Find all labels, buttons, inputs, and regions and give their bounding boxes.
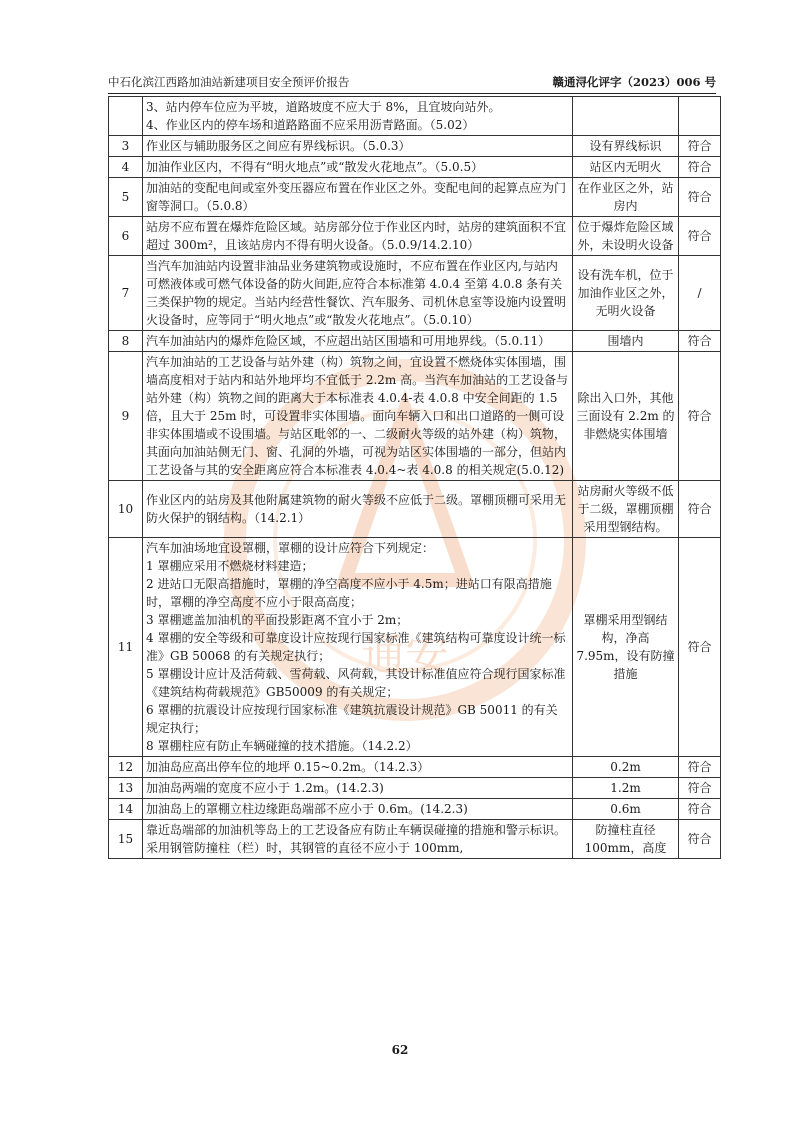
compliance-result: 符合 [679, 157, 721, 178]
page-number: 62 [391, 1043, 409, 1057]
requirement-cell [143, 352, 573, 481]
requirement-cell [143, 778, 573, 799]
requirement-cell [143, 820, 573, 859]
requirement-line: 汽车加油场地宜设罩棚，罩棚的设计应符合下列规定： [146, 541, 435, 555]
requirement-line: 2 进站口无限高措施时，罩棚的净空高度不应小于 4.5m；进站口有限高措施时，罩棚的净空高度不应小于限高高度； [146, 577, 552, 609]
compliance-result: 符合 [679, 481, 721, 538]
item-number: 8 [109, 331, 143, 352]
actual-condition: 位于爆炸危险区域外，未设明火设备 [573, 217, 679, 256]
requirement-line: 1 罩棚应采用不燃烧材料建造； [146, 559, 314, 573]
requirement-cell [143, 538, 573, 757]
actual-condition: 站房耐火等级不低于二级，罩棚顶棚采用型钢结构。 [573, 481, 679, 538]
table-row [109, 217, 721, 256]
requirement-line: 当汽车加油站内设置非油品业务建筑物或设施时，不应布置在作业区内,与站内可燃液体或可燃气体设备的防火间距,应符合本标准第 4.0.4 至第 4.0.8 条有关三类保护物的规定。当站内经营性餐饮、汽车服务、司机休息室等设施内设置明火设备时，应等同于“明火地点”或“散发火花地点”。（5.0.10） [146, 259, 567, 327]
table-row [109, 352, 721, 481]
item-number: 7 [109, 256, 143, 331]
page-header [108, 68, 716, 94]
requirement-cell [143, 481, 573, 538]
actual-condition: 0.2m [573, 757, 679, 778]
requirement-cell [143, 799, 573, 820]
item-number: 13 [109, 778, 143, 799]
compliance-result: 符合 [679, 799, 721, 820]
compliance-result: 符合 [679, 538, 721, 757]
actual-condition: 1.2m [573, 778, 679, 799]
actual-condition: 罩棚采用型钢结构，净高 7.95m，设有防撞措施 [573, 538, 679, 757]
actual-condition: 围墙内 [573, 331, 679, 352]
compliance-result: 符合 [679, 178, 721, 217]
table-row [109, 538, 721, 757]
requirement-cell [143, 217, 573, 256]
item-number: 14 [109, 799, 143, 820]
actual-condition: 0.6m [573, 799, 679, 820]
table-row [109, 757, 721, 778]
item-number: 3 [109, 136, 143, 157]
compliance-result: 符合 [679, 331, 721, 352]
item-number: 12 [109, 757, 143, 778]
requirement-cell [143, 178, 573, 217]
table-row [109, 256, 721, 331]
requirement-cell [143, 331, 573, 352]
table-row [109, 97, 721, 136]
compliance-result: 符合 [679, 778, 721, 799]
requirement-line: 靠近岛端部的加油机等岛上的工艺设备应有防止车辆误碰撞的措施和警示标识。采用钢管防撞柱（栏）时，其钢管的直径不应小于 100mm, [146, 823, 567, 855]
requirement-line: 8 罩棚柱应有防止车辆碰撞的技术措施。（14.2.2） [146, 739, 418, 753]
requirement-line: 4、作业区内的停车场和道路路面不应采用沥青路面。（5.02） [146, 118, 475, 132]
requirement-line: 加油岛上的罩棚立柱边缘距岛端部不应小于 0.6m。(14.2.3) [146, 802, 468, 816]
table-row [109, 178, 721, 217]
compliance-result: 符合 [679, 217, 721, 256]
item-number: 10 [109, 481, 143, 538]
watermark-text: 通安 [361, 630, 449, 681]
requirement-line: 3 罩棚遮盖加油机的平面投影距离不宜小于 2m； [146, 613, 409, 627]
actual-condition: 站区内无明火 [573, 157, 679, 178]
requirement-line: 汽车加油站内的爆炸危险区域，不应超出站区围墙和可用地界线。（5.0.11） [146, 334, 551, 348]
requirement-line: 3、站内停车位应为平坡，道路坡度不应大于 8%，且宜坡向站外。 [146, 100, 501, 114]
item-number: 4 [109, 157, 143, 178]
actual-condition: 除出入口外，其他三面设有 2.2m 的非燃烧实体围墙 [573, 352, 679, 481]
item-number: 6 [109, 217, 143, 256]
table-row [109, 778, 721, 799]
requirement-cell [143, 757, 573, 778]
actual-condition: 防撞柱直径 100mm，高度 [573, 820, 679, 859]
requirement-line: 4 罩棚的安全等级和可靠度设计应按现行国家标准《建筑结构可靠度设计统一标准》GB 50068 的有关规定执行； [146, 631, 566, 663]
requirement-line: 6 罩棚的抗震设计应按现行国家标准《建筑抗震设计规范》GB 50011 的有关规定执行； [146, 703, 558, 735]
table-row [109, 481, 721, 538]
compliance-result [679, 97, 721, 136]
item-number: 9 [109, 352, 143, 481]
item-number: 5 [109, 178, 143, 217]
compliance-result: 符合 [679, 757, 721, 778]
table-row [109, 331, 721, 352]
requirement-cell [143, 97, 573, 136]
requirement-line: 5 罩棚设计应计及活荷载、雪荷载、风荷载，其设计标准值应符合现行国家标准《建筑结构荷载规范》GB50009 的有关规定； [146, 667, 566, 699]
actual-condition: 在作业区之外，站房内 [573, 178, 679, 217]
requirement-line: 站房不应布置在爆炸危险区域。站房部分位于作业区内时，站房的建筑面积不宜超过 300m²，且该站房内不得有明火设备。（5.0.9/14.2.10） [146, 220, 567, 252]
evaluation-table [108, 96, 721, 859]
report-number: 赣通浔化评字（2023）006 号 [552, 75, 716, 89]
actual-condition: 设有界线标识 [573, 136, 679, 157]
requirement-line: 作业区与辅助服务区之间应有界线标识。（5.0.3） [146, 139, 411, 153]
actual-condition [573, 97, 679, 136]
requirement-line: 加油站的变配电间或室外变压器应布置在作业区之外。变配电间的起算点应为门窗等洞口。（5.0.8） [146, 181, 567, 213]
item-number: 15 [109, 820, 143, 859]
requirement-line: 加油岛应高出停车位的地坪 0.15~0.2m。（14.2.3） [146, 760, 430, 774]
item-number: 11 [109, 538, 143, 757]
requirement-line: 加油岛两端的宽度不应小于 1.2m。(14.2.3) [146, 781, 384, 795]
evaluation-table-container [108, 96, 720, 859]
report-title: 中石化滨江西路加油站新建项目安全预评价报告 [108, 75, 350, 89]
table-body [109, 97, 721, 859]
table-row [109, 136, 721, 157]
compliance-result: 符合 [679, 136, 721, 157]
table-row [109, 157, 721, 178]
requirement-line: 作业区内的站房及其他附属建筑物的耐火等级不应低于二级。罩棚顶棚可采用无防火保护的钢结构。（14.2.1） [146, 493, 567, 525]
table-row [109, 799, 721, 820]
compliance-result: / [679, 256, 721, 331]
requirement-line: 汽车加油站的工艺设备与站外建（构）筑物之间，宜设置不燃烧体实体围墙，围墙高度相对于站内和站外地坪均不宜低于 2.2m 高。当汽车加油站的工艺设备与站外建（构）筑物之间的距离大于本标准表 4.0.4-表 4.0.8 中安全间距的 1.5 倍，且大于 25m 时，可设置非实体围墙。面向车辆入口和出口道路的一侧可设非实体围墙或不设围墙。与站区毗邻的一、二级耐火等级的站外建（构）筑物，其面向加油站侧无门、窗、孔洞的外墙，可视为站区实体围墙的一部分，但站内工艺设备与其的安全距离应符合本标准表 4.0.4~表 4.0.8 的相关规定(5.0.12) [146, 355, 569, 477]
requirement-line: 加油作业区内，不得有“明火地点”或“散发火花地点”。（5.0.5） [146, 160, 484, 174]
actual-condition: 设有洗车机，位于加油作业区之外，无明火设备 [573, 256, 679, 331]
compliance-result: 符合 [679, 352, 721, 481]
requirement-cell [143, 136, 573, 157]
requirement-cell [143, 256, 573, 331]
item-number [109, 97, 143, 136]
table-row [109, 820, 721, 859]
requirement-cell [143, 157, 573, 178]
compliance-result: 符合 [679, 820, 721, 859]
